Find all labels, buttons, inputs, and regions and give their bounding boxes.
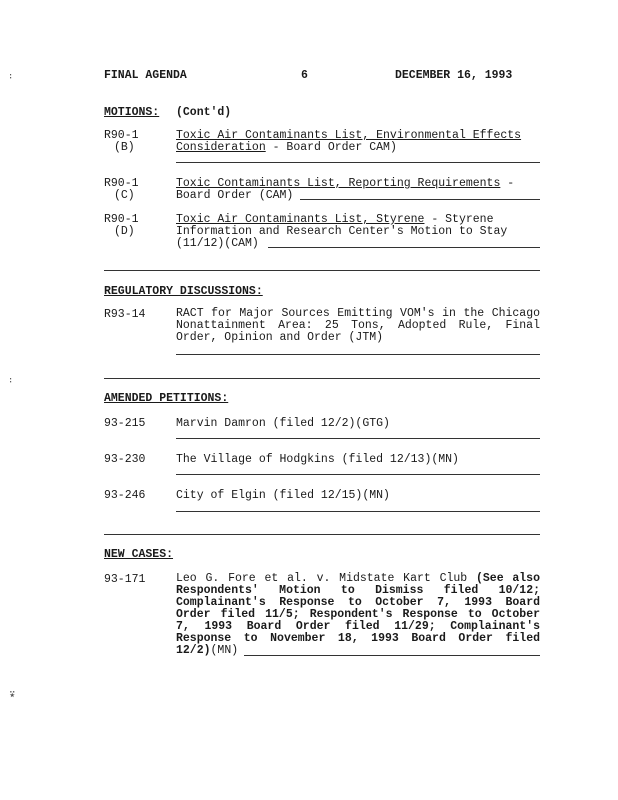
regulatory-heading: REGULATORY DISCUSSIONS: xyxy=(104,285,263,298)
case-attorney: (MN) xyxy=(210,644,239,657)
new-cases-heading: NEW CASES: xyxy=(104,548,174,561)
scan-mark: ∶ xyxy=(8,376,14,386)
item-title: Consideration xyxy=(176,141,266,154)
docket-number: 93-215 xyxy=(104,417,146,430)
docket-number: R90-1 xyxy=(104,213,139,226)
amended-heading: AMENDED PETITIONS: xyxy=(104,392,229,405)
item-text: Marvin Damron (filed 12/2)(GTG) xyxy=(176,417,390,430)
section-divider xyxy=(104,270,540,271)
item-text: Board Order (CAM) xyxy=(176,189,294,202)
docket-sub: (D) xyxy=(114,225,135,238)
case-note: (See also Respondents' Motion to Dismiss filed 10/12; Complainant's Response to October 7, 1993 Board Order filed 11/5; Respondent's Response to October 7, 1993 Board Order filed 11/29; Complainant's Response to November 18, 1993 Board Order filed 12/2) xyxy=(176,572,540,657)
item-text: - Styrene xyxy=(424,213,494,226)
separator xyxy=(244,655,540,656)
item-title: Toxic Air Contaminants List, Styrene xyxy=(176,213,425,226)
section-divider xyxy=(104,534,540,535)
docket-sub: (B) xyxy=(114,141,135,154)
item-text: - Board Order CAM) xyxy=(265,141,397,154)
docket-number: 93-246 xyxy=(104,489,146,502)
case-text xyxy=(176,573,540,657)
scan-mark: ∶ xyxy=(8,72,14,82)
item-title: Toxic Contaminants List, Reporting Requirements xyxy=(176,177,501,190)
section-divider xyxy=(104,378,540,379)
header-title: FINAL AGENDA xyxy=(104,69,187,82)
motions-heading: MOTIONS: xyxy=(104,106,160,119)
item-text: - xyxy=(500,177,515,190)
item-text: The Village of Hodgkins (filed 12/13)(MN) xyxy=(176,453,459,466)
docket-number: 93-230 xyxy=(104,453,146,466)
docket-number: R90-1 xyxy=(104,129,139,142)
separator xyxy=(300,199,540,200)
docket-sub: (C) xyxy=(114,189,135,202)
item-line xyxy=(176,141,397,154)
docket-number: 93-171 xyxy=(104,573,146,586)
docket-number: R90-1 xyxy=(104,177,139,190)
case-caption: Leo G. Fore et al. v. Midstate Kart Club xyxy=(176,572,476,585)
separator xyxy=(268,247,540,248)
scan-mark: ⍣ xyxy=(8,689,17,705)
header-date: DECEMBER 16, 1993 xyxy=(395,69,513,82)
item-text: RACT for Major Sources Emitting VOM's in the Chicago Nonattainment Area: 25 Tons, Adopted Rule, Final Order, Opinion and Order (JTM) xyxy=(176,307,540,344)
item-text: City of Elgin (filed 12/15)(MN) xyxy=(176,489,390,502)
separator xyxy=(176,511,540,512)
separator xyxy=(176,162,540,163)
separator xyxy=(176,354,540,355)
docket-number: R93-14 xyxy=(104,308,146,321)
motions-contd: (Cont'd) xyxy=(176,106,232,119)
item-text: Information and Research Center's Motion to Stay xyxy=(176,225,508,238)
page-number: 6 xyxy=(301,69,308,82)
item-text: (11/12)(CAM) xyxy=(176,237,259,250)
separator xyxy=(176,474,540,475)
item-title: Toxic Air Contaminants List, Environmental Effects xyxy=(176,129,522,142)
separator xyxy=(176,438,540,439)
